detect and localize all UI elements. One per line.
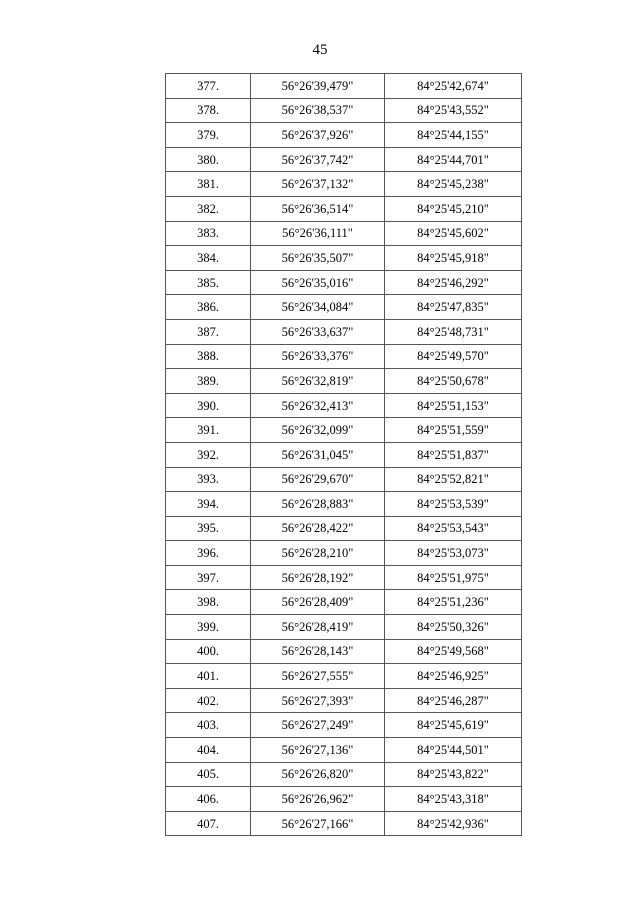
point-number-cell: 387. [166, 319, 251, 344]
table-row [166, 442, 522, 467]
point-number-cell: 404. [166, 738, 251, 763]
point-number-cell: 397. [166, 565, 251, 590]
coordinates-table-body [166, 74, 522, 836]
latitude-cell: 56°26'33,637" [251, 319, 385, 344]
latitude-cell: 56°26'27,136" [251, 738, 385, 763]
longitude-cell: 84°25'45,210" [385, 196, 522, 221]
longitude-cell: 84°25'44,155" [385, 123, 522, 148]
point-number-cell: 390. [166, 393, 251, 418]
longitude-cell: 84°25'51,837" [385, 442, 522, 467]
latitude-cell: 56°26'39,479" [251, 74, 385, 99]
latitude-cell: 56°26'35,016" [251, 270, 385, 295]
table-row [166, 344, 522, 369]
latitude-cell: 56°26'28,419" [251, 615, 385, 640]
point-number-cell: 405. [166, 762, 251, 787]
latitude-cell: 56°26'35,507" [251, 246, 385, 271]
longitude-cell: 84°25'53,073" [385, 541, 522, 566]
latitude-cell: 56°26'37,742" [251, 147, 385, 172]
point-number-cell: 396. [166, 541, 251, 566]
longitude-cell: 84°25'53,543" [385, 516, 522, 541]
longitude-cell: 84°25'49,568" [385, 639, 522, 664]
page-number: 45 [312, 42, 328, 58]
point-number-cell: 406. [166, 787, 251, 812]
table-row [166, 492, 522, 517]
latitude-cell: 56°26'37,926" [251, 123, 385, 148]
longitude-cell: 84°25'43,318" [385, 787, 522, 812]
table-row [166, 147, 522, 172]
point-number-cell: 377. [166, 74, 251, 99]
longitude-cell: 84°25'50,326" [385, 615, 522, 640]
latitude-cell: 56°26'26,962" [251, 787, 385, 812]
latitude-cell: 56°26'27,555" [251, 664, 385, 689]
latitude-cell: 56°26'28,192" [251, 565, 385, 590]
latitude-cell: 56°26'36,514" [251, 196, 385, 221]
longitude-cell: 84°25'46,292" [385, 270, 522, 295]
table-row [166, 319, 522, 344]
latitude-cell: 56°26'34,084" [251, 295, 385, 320]
longitude-cell: 84°25'45,602" [385, 221, 522, 246]
longitude-cell: 84°25'45,619" [385, 713, 522, 738]
latitude-cell: 56°26'26,820" [251, 762, 385, 787]
longitude-cell: 84°25'51,236" [385, 590, 522, 615]
longitude-cell: 84°25'44,701" [385, 147, 522, 172]
longitude-cell: 84°25'53,539" [385, 492, 522, 517]
point-number-cell: 407. [166, 811, 251, 836]
table-row [166, 516, 522, 541]
point-number-cell: 382. [166, 196, 251, 221]
longitude-cell: 84°25'48,731" [385, 319, 522, 344]
latitude-cell: 56°26'27,166" [251, 811, 385, 836]
latitude-cell: 56°26'28,143" [251, 639, 385, 664]
latitude-cell: 56°26'37,132" [251, 172, 385, 197]
point-number-cell: 401. [166, 664, 251, 689]
point-number-cell: 379. [166, 123, 251, 148]
point-number-cell: 381. [166, 172, 251, 197]
table-row [166, 713, 522, 738]
latitude-cell: 56°26'28,210" [251, 541, 385, 566]
point-number-cell: 385. [166, 270, 251, 295]
point-number-cell: 389. [166, 369, 251, 394]
table-row [166, 418, 522, 443]
table-row [166, 639, 522, 664]
longitude-cell: 84°25'46,925" [385, 664, 522, 689]
longitude-cell: 84°25'45,918" [385, 246, 522, 271]
longitude-cell: 84°25'51,559" [385, 418, 522, 443]
point-number-cell: 399. [166, 615, 251, 640]
coordinates-table [165, 73, 522, 836]
point-number-cell: 402. [166, 688, 251, 713]
table-row [166, 172, 522, 197]
table-row [166, 590, 522, 615]
longitude-cell: 84°25'45,238" [385, 172, 522, 197]
table-row [166, 369, 522, 394]
point-number-cell: 403. [166, 713, 251, 738]
table-row [166, 270, 522, 295]
point-number-cell: 395. [166, 516, 251, 541]
latitude-cell: 56°26'33,376" [251, 344, 385, 369]
point-number-cell: 394. [166, 492, 251, 517]
point-number-cell: 393. [166, 467, 251, 492]
longitude-cell: 84°25'46,287" [385, 688, 522, 713]
longitude-cell: 84°25'52,821" [385, 467, 522, 492]
table-row [166, 246, 522, 271]
point-number-cell: 378. [166, 98, 251, 123]
table-row [166, 98, 522, 123]
table-row [166, 295, 522, 320]
table-row [166, 541, 522, 566]
latitude-cell: 56°26'27,249" [251, 713, 385, 738]
latitude-cell: 56°26'31,045" [251, 442, 385, 467]
table-row [166, 123, 522, 148]
point-number-cell: 398. [166, 590, 251, 615]
longitude-cell: 84°25'49,570" [385, 344, 522, 369]
table-row [166, 221, 522, 246]
latitude-cell: 56°26'32,413" [251, 393, 385, 418]
longitude-cell: 84°25'51,153" [385, 393, 522, 418]
longitude-cell: 84°25'43,822" [385, 762, 522, 787]
longitude-cell: 84°25'44,501" [385, 738, 522, 763]
point-number-cell: 380. [166, 147, 251, 172]
point-number-cell: 384. [166, 246, 251, 271]
longitude-cell: 84°25'43,552" [385, 98, 522, 123]
table-row [166, 467, 522, 492]
longitude-cell: 84°25'51,975" [385, 565, 522, 590]
table-row [166, 393, 522, 418]
table-row [166, 762, 522, 787]
table-row [166, 811, 522, 836]
latitude-cell: 56°26'28,409" [251, 590, 385, 615]
table-row [166, 787, 522, 812]
latitude-cell: 56°26'36,111" [251, 221, 385, 246]
point-number-cell: 400. [166, 639, 251, 664]
table-row [166, 615, 522, 640]
table-row [166, 565, 522, 590]
point-number-cell: 386. [166, 295, 251, 320]
point-number-cell: 388. [166, 344, 251, 369]
longitude-cell: 84°25'50,678" [385, 369, 522, 394]
table-row [166, 74, 522, 99]
latitude-cell: 56°26'29,670" [251, 467, 385, 492]
latitude-cell: 56°26'27,393" [251, 688, 385, 713]
table-row [166, 196, 522, 221]
table-row [166, 664, 522, 689]
latitude-cell: 56°26'38,537" [251, 98, 385, 123]
latitude-cell: 56°26'28,883" [251, 492, 385, 517]
point-number-cell: 391. [166, 418, 251, 443]
longitude-cell: 84°25'47,835" [385, 295, 522, 320]
point-number-cell: 392. [166, 442, 251, 467]
longitude-cell: 84°25'42,936" [385, 811, 522, 836]
longitude-cell: 84°25'42,674" [385, 74, 522, 99]
latitude-cell: 56°26'32,099" [251, 418, 385, 443]
latitude-cell: 56°26'32,819" [251, 369, 385, 394]
point-number-cell: 383. [166, 221, 251, 246]
latitude-cell: 56°26'28,422" [251, 516, 385, 541]
table-row [166, 688, 522, 713]
table-row [166, 738, 522, 763]
